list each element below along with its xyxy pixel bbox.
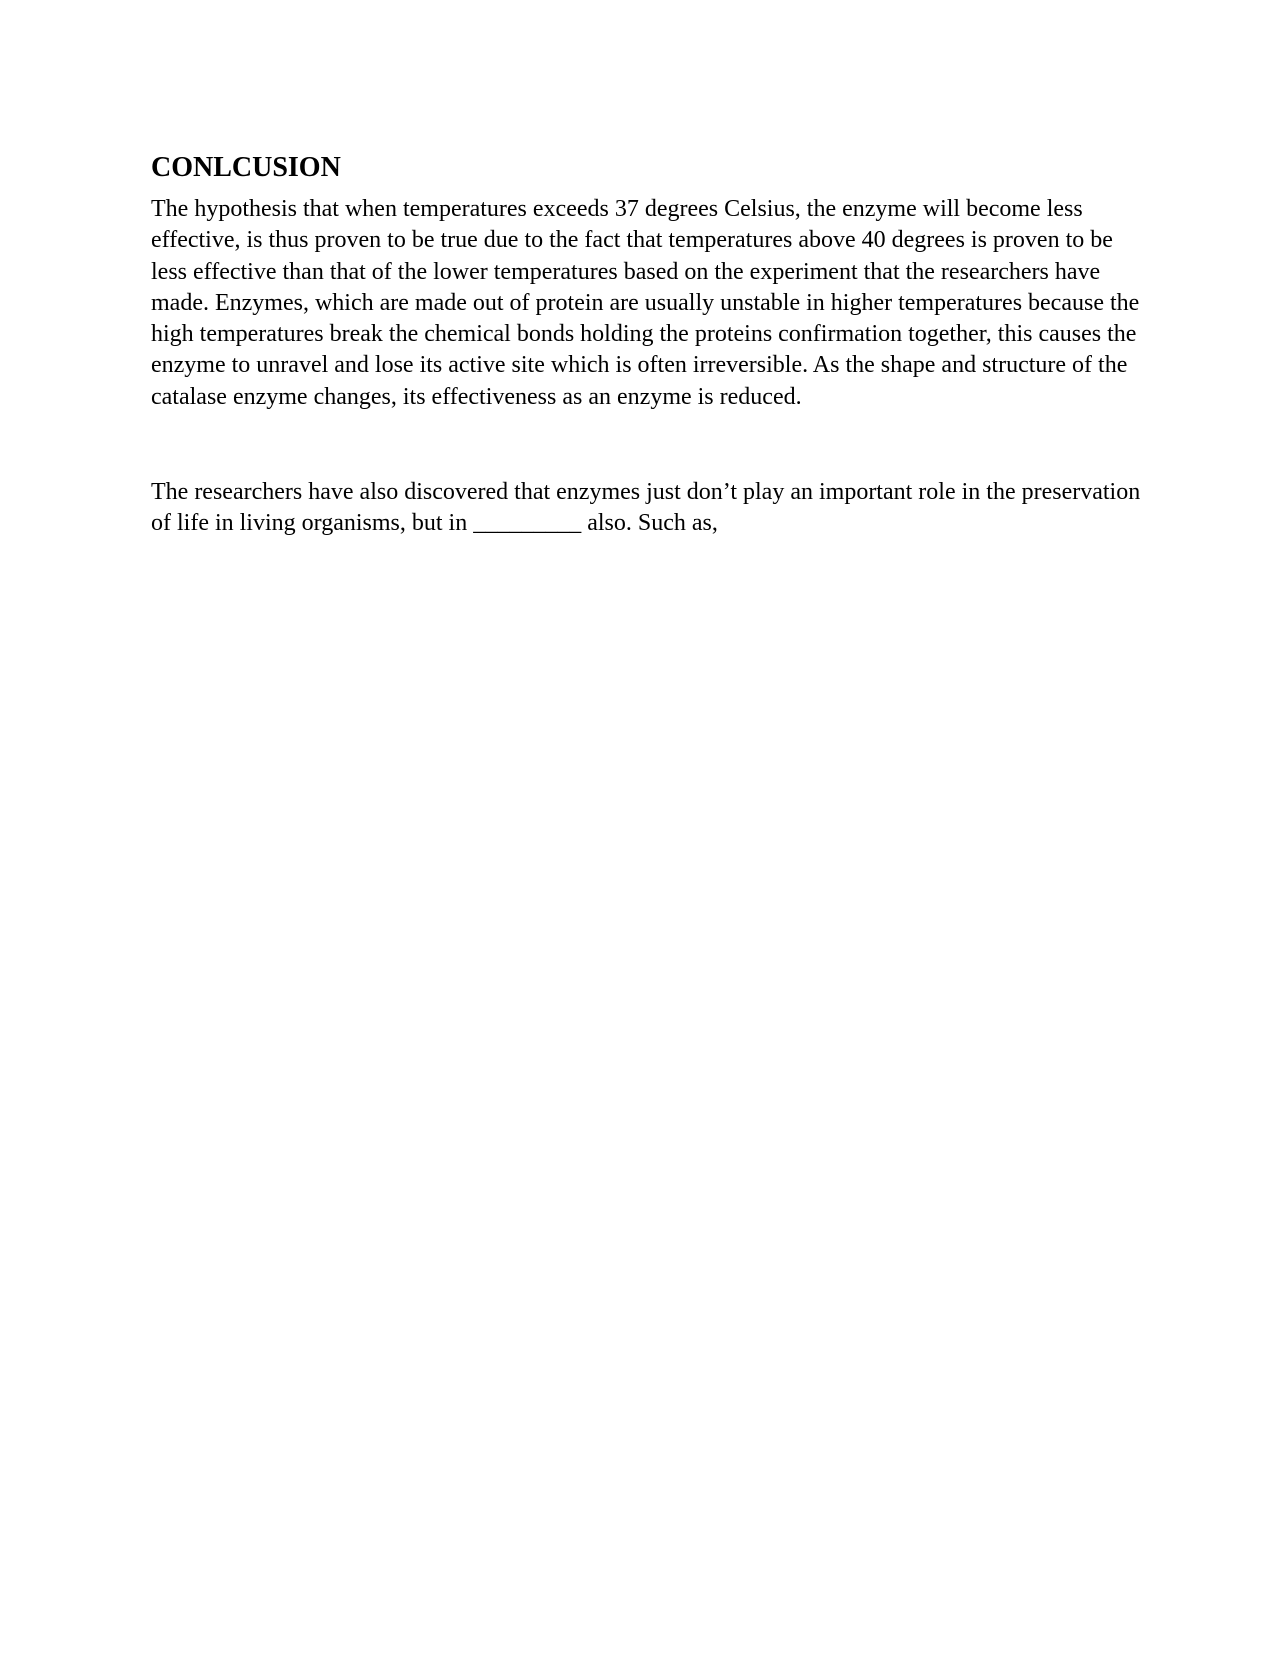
- body-paragraph: The hypothesis that when temperatures exceeds 37 degrees Celsius, the enzyme will become less effective, is thus proven to be true due to the fact that temperatures above 40 degrees is proven to be less effective than that of the lower temperatures based on the experiment that the researchers have made. Enzymes, which are made out of protein are usually unstable in higher temperatures because the high temperatures break the chemical bonds holding the proteins confirmation together, this causes the enzyme to unravel and lose its active site which is often irreversible. As the shape and structure of the catalase enzyme changes, its effectiveness as an enzyme is reduced.: [151, 196, 1140, 410]
- document-body: [151, 148, 1141, 540]
- section-heading: CONLCUSION: [151, 152, 341, 183]
- paragraph-spacer: [151, 413, 1141, 477]
- body-paragraph: The researchers have also discovered that enzymes just don’t play an important role in the preservation of life in living organisms, but in _________ also. Such as,: [151, 479, 1141, 537]
